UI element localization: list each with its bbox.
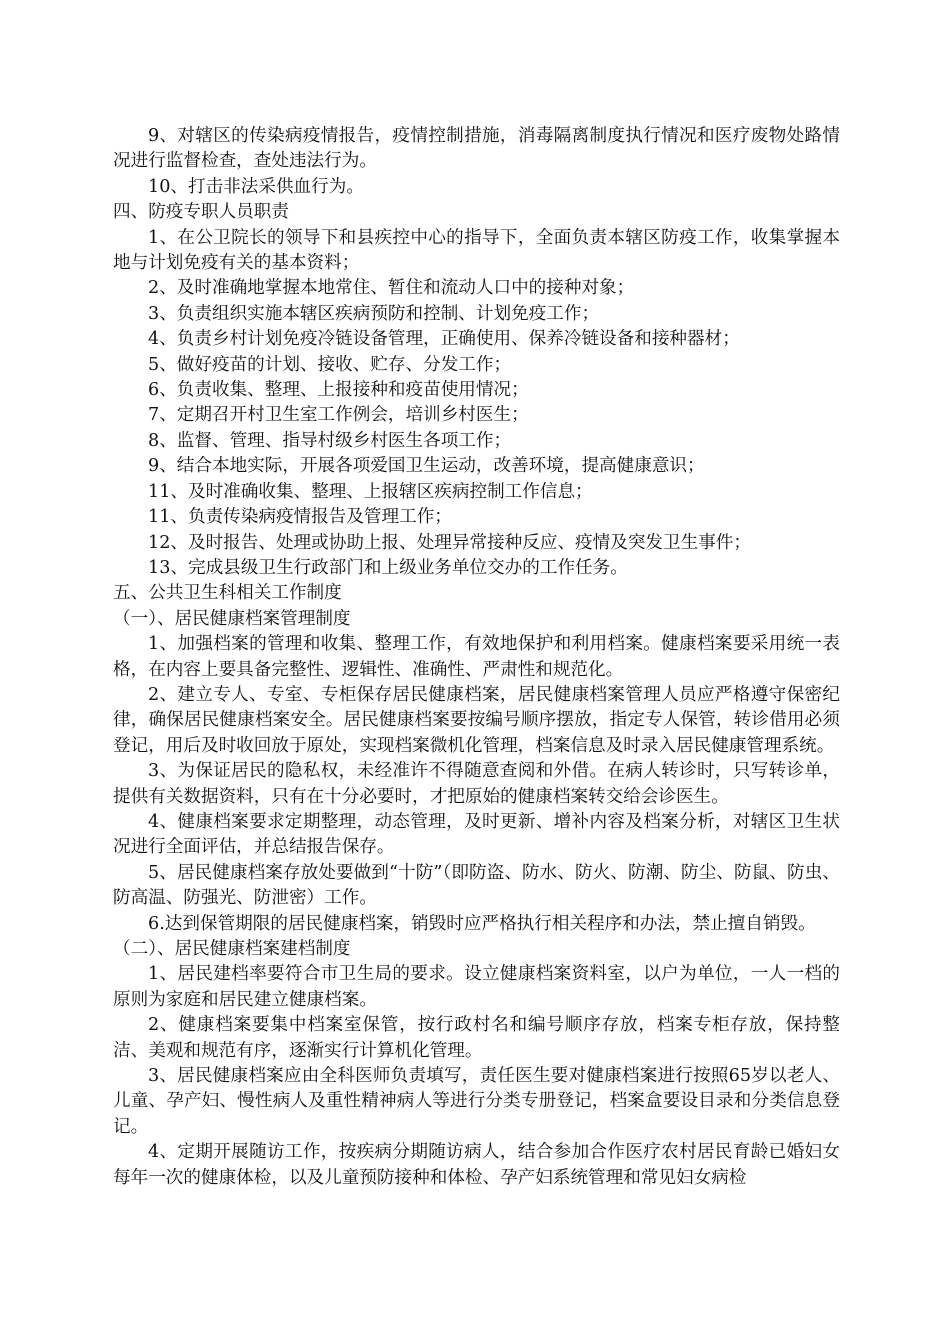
paragraph: 2、健康档案要集中档案室保管，按行政村名和编号顺序存放，档案专柜存放，保持整洁、美观和规范有序，逐渐实行计算机化管理。 (113, 1015, 840, 1061)
paragraph: 4、定期开展随访工作，按疾病分期随访病人，结合参加合作医疗农村居民育龄已婚妇女每年一次的健康体检，以及儿童预防接种和体检、孕产妇系统管理和常见妇女病检 (113, 1142, 840, 1188)
paragraph: 5、居民健康档案存放处要做到“十防”（即防盗、防水、防火、防潮、防尘、防鼠、防虫、防高温、防强光、防泄密）工作。 (113, 862, 840, 909)
paragraph: 10、打击非法采供血行为。 (148, 176, 364, 197)
paragraph: 3、居民健康档案应由全科医师负责填写，责任医生要对健康档案进行按照65岁以老人、儿童、孕产妇、慢性病人及重性精神病人等进行分类专册登记，档案盒要设目录和分类信息登记。 (113, 1066, 840, 1137)
paragraph: 6.达到保管期限的居民健康档案，销毁时应严格执行相关程序和办法，禁止擅自销毁。 (148, 913, 816, 934)
paragraph: 4、负责乡村计划免疫冷链设备管理，正确使用、保养冷链设备和接种器材； (148, 329, 740, 350)
paragraph: 11、负责传染病疫情报告及管理工作； (148, 507, 452, 528)
paragraph: 9、对辖区的传染病疫情报告，疫情控制措施，消毒隔离制度执行情况和医疗废物处路情况进行监督检查，查处违法行为。 (113, 126, 840, 172)
paragraph: 5、做好疫苗的计划、接收、贮存、分发工作； (148, 354, 512, 375)
section-heading: 五、公共卫生科相关工作制度 (113, 583, 342, 604)
paragraph: 9、结合本地实际，开展各项爱国卫生运动，改善环境，提高健康意识； (148, 456, 705, 477)
paragraph: 11、及时准确收集、整理、上报辖区疾病控制工作信息； (148, 481, 593, 502)
paragraph: 4、健康档案要求定期整理，动态管理，及时更新、增补内容及档案分析，对辖区卫生状况进行全面评估，并总结报告保存。 (113, 811, 840, 858)
paragraph: 12、及时报告、处理或协助上报、处理异常接种反应、疫情及突发卫生事件； (148, 532, 751, 553)
subsection-heading: （一）、居民健康档案管理制度 (113, 608, 351, 629)
paragraph: 6、负责收集、整理、上报接种和疫苗使用情况； (148, 380, 529, 401)
subsection-heading: （二）、居民健康档案建档制度 (113, 939, 351, 959)
paragraph: 1、居民建档率要符合市卫生局的要求。设立健康档案资料室，以户为单位，一人一档的原则为家庭和居民建立健康档案。 (113, 964, 840, 1010)
paragraph: 3、为保证居民的隐私权，未经准许不得随意查阅和外借。在病人转诊时，只写转诊单，提供有关数据资料，只有在十分必要时，才把原始的健康档案转交给会诊医生。 (113, 761, 840, 807)
paragraph: 13、完成县级卫生行政部门和上级业务单位交办的工作任务。 (148, 557, 628, 578)
paragraph: 7、定期召开村卫生室工作例会，培训乡村医生； (148, 405, 529, 426)
paragraph: 8、监督、管理、指导村级乡村医生各项工作； (148, 430, 512, 451)
section-heading: 四、防疫专职人员职责 (113, 202, 289, 223)
document-body (113, 124, 840, 1191)
paragraph: 1、在公卫院长的领导下和县疾控中心的指导下，全面负责本辖区防疫工作，收集掌握本地与计划免疫有关的基本资料； (113, 227, 840, 274)
paragraph: 2、及时准确地掌握本地常住、暂住和流动人口中的接种对象； (148, 278, 635, 299)
paragraph: 1、加强档案的管理和收集、整理工作，有效地保护和利用档案。健康档案要采用统一表格，在内容上要具备完整性、逻辑性、准确性、严肃性和规范化。 (113, 634, 840, 680)
paragraph: 3、负责组织实施本辖区疾病预防和控制、计划免疫工作； (148, 303, 600, 324)
paragraph: 2、建立专人、专室、专柜保存居民健康档案，居民健康档案管理人员应严格遵守保密纪律，确保居民健康档案安全。居民健康档案要按编号顺序摆放，指定专人保管，转诊借用必须登记，用后及时收回放于原处，实现档案微机化管理，档案信息及时录入居民健康管理系统。 (113, 684, 840, 756)
